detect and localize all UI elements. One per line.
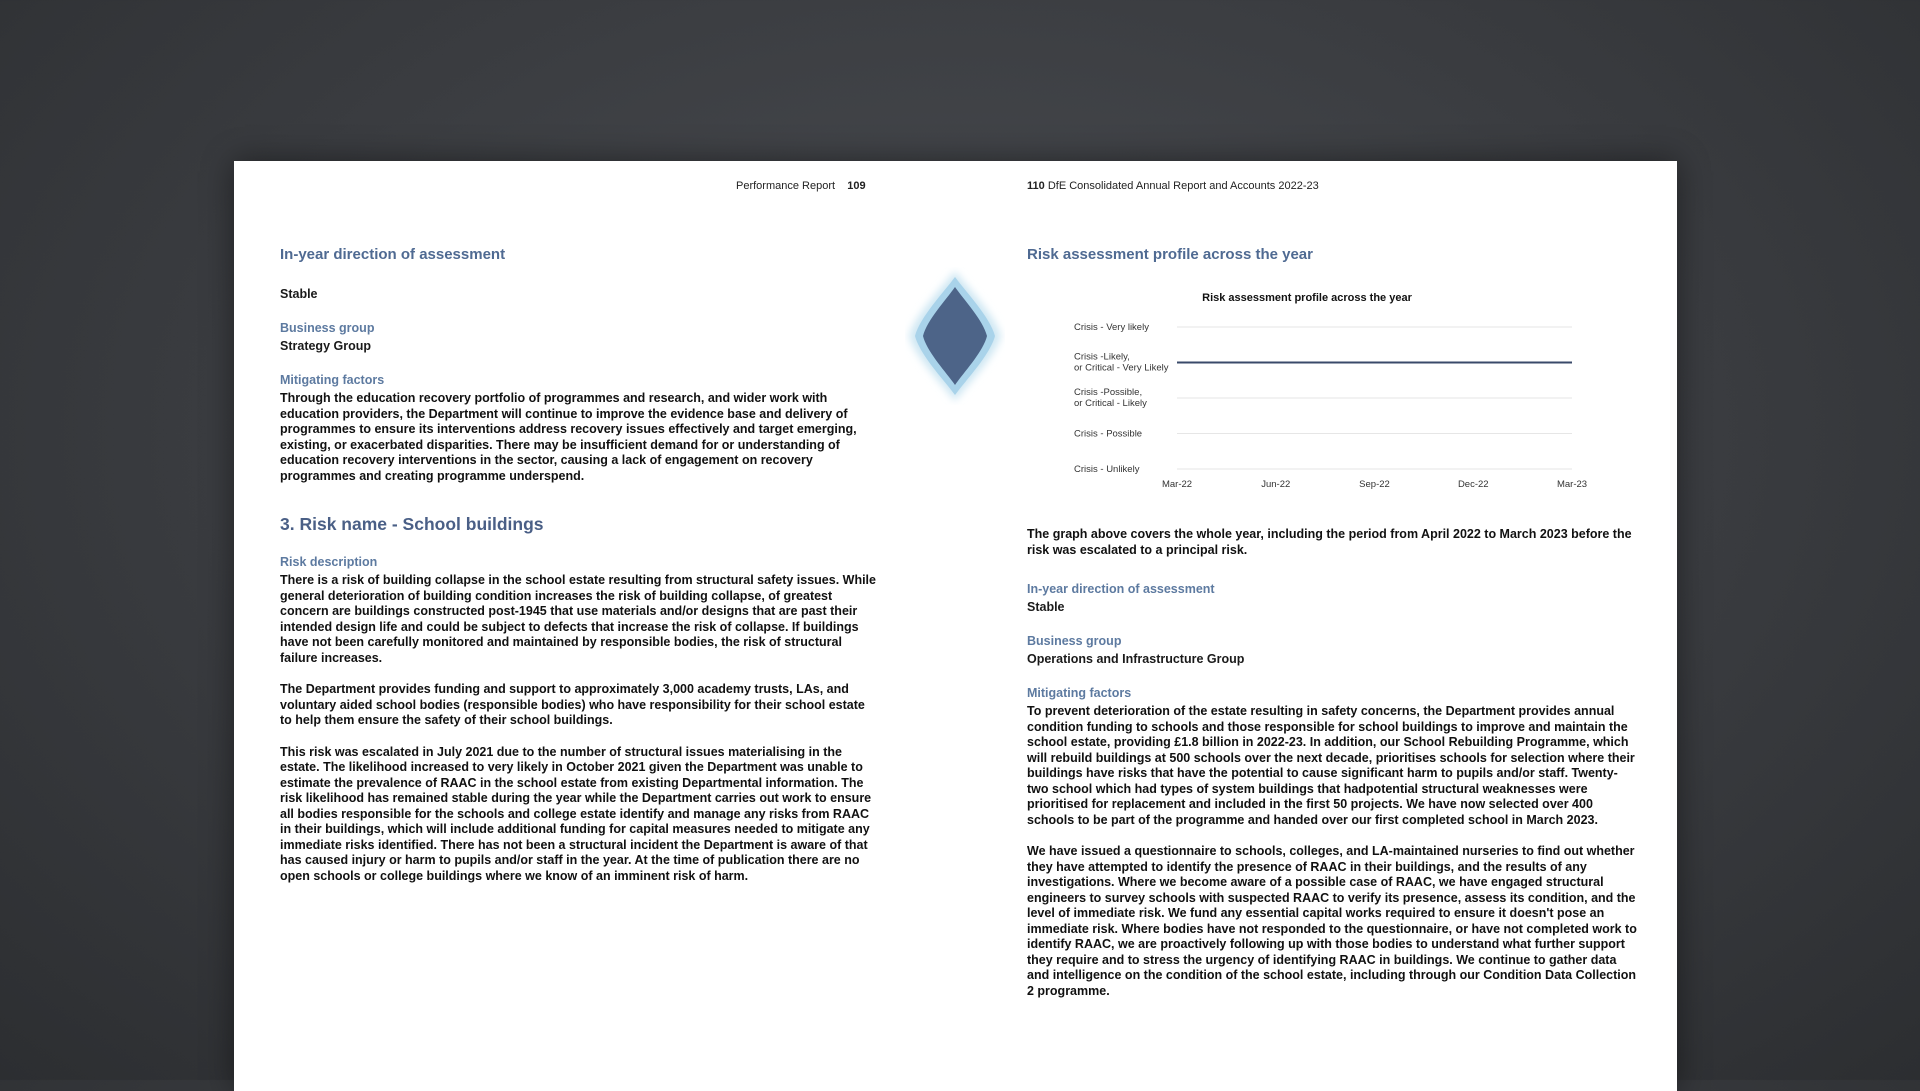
x-tick-label: Sep-22 — [1359, 479, 1390, 490]
chart-svg — [1027, 287, 1587, 517]
document-page — [234, 161, 1677, 1091]
mitigating-label: Mitigating factors — [280, 373, 385, 387]
risk-description-label: Risk description — [280, 555, 378, 569]
section-name: Performance Report — [736, 180, 836, 192]
profile-heading: Risk assessment profile across the year — [1027, 246, 1313, 263]
risk-profile-chart — [1027, 287, 1587, 517]
report-title: DfE Consolidated Annual Report and Accounts 2022-23 — [1047, 180, 1319, 192]
mitigating-p2: We have issued a questionnaire to schools, colleges, and LA-maintained nurseries to find out whether they have attempted to identify the presence of RAAC in their buildings, and the results of any investigations. Where we become aware of a possible case of RAAC, we have engaged structural engineers to survey schools with suspected RAAC to verify its presence, assess its condition, and the level of immediate risk. We fund any essential capital works required to ensure it doesn't pose an immediate risk. Where bodies have not responded to the questionnaire, or have not completed work to identify RAAC, we are proactively following up with those bodies to understand what further support they require and to stress the urgency of identifying RAAC in buildings. We continue to gather data and intelligence on the condition of the school estate, including through our Condition Data Collection 2 programme. — [1027, 844, 1637, 998]
business-group-value: Strategy Group — [280, 339, 371, 353]
page-number-right: 110 — [1027, 180, 1045, 192]
direction-heading: In-year direction of assessment — [280, 246, 506, 263]
direction-label: In-year direction of assessment — [1027, 582, 1215, 596]
y-tick-label: Crisis - Unlikely — [1074, 464, 1140, 475]
right-column — [1027, 246, 1637, 1015]
left-column — [280, 246, 880, 900]
x-tick-label: Mar-22 — [1161, 479, 1193, 490]
x-tick-label: Jun-22 — [1261, 479, 1291, 490]
mitigating-label-right: Mitigating factors — [1027, 686, 1132, 700]
x-tick-label: Mar-23 — [1556, 479, 1587, 490]
y-tick-label: Crisis - Possible — [1074, 428, 1143, 440]
risk-description-p2: The Department provides funding and support to approximately 3,000 academy trusts, LAs, and voluntary aided school bodies (responsible bodies) who have responsibility for their school estate to help them ensure the safety of their school buildings. — [280, 682, 865, 727]
risk-description-p3: This risk was escalated in July 2021 due to the number of structural issues materialising in the estate. The likelihood increased to very likely in October 2021 given the Department was unable to estimate the prevalence of RAAC in the school estate from existing Departmental information. The risk likelihood has remained stable during the year while the Department carries out work to ensure all bodies responsible for the schools and college estate identify and manage any risks from RAAC in their buildings, which will include additional funding for capital measures needed to mitigate any immediate risks identified. There has not been a structural incident the Department is aware of that has caused injury or harm to pupils and/or staff in the year. At the time of publication there are no open schools or college buildings where we know of an imminent risk of harm. — [280, 744, 872, 883]
mitigating-text: Through the education recovery portfolio of programmes and research, and wider work with education providers, the Department will continue to improve the evidence base and delivery of programmes to ensure its interventions address recovery issues effectively and target emerging, existing, or exacerbated disparities. There may be insufficient demand for or understanding of education recovery interventions in the sector, causing a lack of engagement on recovery programmes and creating programme underspend. — [280, 391, 857, 483]
chart-title: Risk assessment profile across the year — [1202, 292, 1412, 304]
direction-value: Stable — [280, 287, 318, 301]
x-tick-label: Dec-22 — [1457, 479, 1489, 490]
risk-indicator-diamond-icon — [905, 267, 1005, 405]
page-number-left: 109 — [847, 180, 866, 192]
graph-note: The graph above covers the whole year, including the period from April 2022 to March 2023 before the risk was escalated to a principal risk. — [1027, 527, 1632, 557]
running-head-left — [736, 180, 866, 192]
risk-title: 3. Risk name - School buildings — [280, 514, 544, 534]
y-tick-label: Crisis -Possible, or Critical - Likely — [1074, 387, 1147, 409]
running-head-right — [1027, 180, 1319, 192]
business-group-value-right: Operations and Infrastructure Group — [1027, 652, 1245, 666]
direction-value-right: Stable — [1027, 600, 1065, 614]
mitigating-p1: To prevent deterioration of the estate resulting in safety concerns, the Department provides annual condition funding to schools and those responsible for school buildings to improve and maintain the school estate, providing £1.8 billion in 2022-23. In addition, our School Rebuilding Programme, which will rebuild buildings at 500 schools over the next decade, prioritises schools for selection where their buildings have risks that have the potential to cause significant harm to pupils and/or staff. Twenty-two school which had types of system buildings that hadpotential structural weaknesses were prioritised for replacement and included in the first 50 projects. We have now selected over 400 schools to be part of the programme and handed over our first completed school in March 2023. — [1027, 704, 1635, 827]
business-group-label: Business group — [280, 321, 375, 335]
business-group-label-right: Business group — [1027, 634, 1122, 648]
risk-description-p1: There is a risk of building collapse in the school estate resulting from structural safety issues. While general deterioration of building condition increases the risk of building collapse, of greatest concern are buildings constructed post-1945 that use materials and/or designs that are past their intended design life and could be subject to defects that increase the risk of collapse. If buildings have not been carefully monitored and maintained by responsible bodies, the risk of structural failure increases. — [280, 573, 876, 665]
y-tick-label: Crisis - Very likely — [1074, 322, 1149, 333]
y-tick-label: Crisis -Likely, or Critical - Very Likely — [1074, 351, 1169, 374]
